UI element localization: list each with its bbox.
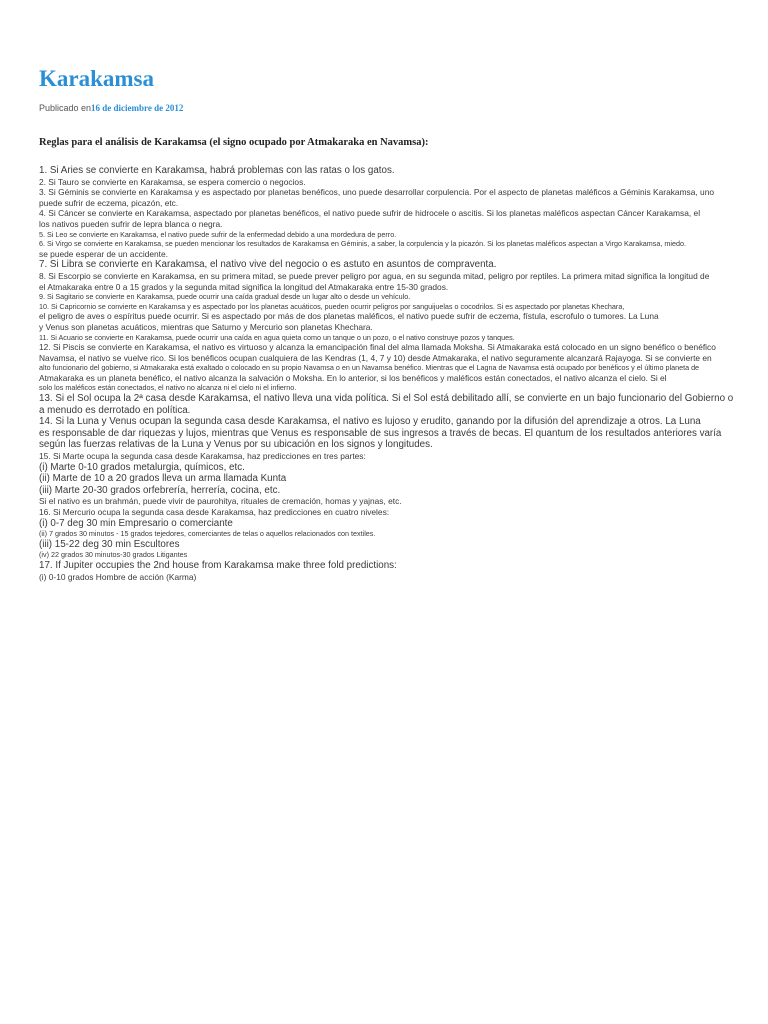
body-line: (ii) 7 grados 30 minutos - 15 grados tejedores, comerciantes de telas o aquellos relacionados con textiles. (39, 529, 376, 539)
body-line: 6. Si Virgo se convierte en Karakamsa, se pueden mencionar los resultados de Karakamsa en Géminis, a saber, la corpulencia y la picazón. Si los planetas maléficos aspectan a Virgo Karakamsa, miedo. (39, 239, 686, 249)
body-line: Atmakaraka es un planeta benéfico, el nativo alcanza la salvación o Moksha. En lo anterior, si los benéficos y maléficos están conectados, el nativo alcanza el cielo. Si el (39, 372, 667, 383)
body-line: Si el nativo es un brahmán, puede vivir de paurohitya, rituales de cremación, homas y yajnas, etc. (39, 496, 402, 507)
post-body (39, 165, 739, 582)
body-line: 4. Si Cáncer se convierte en Karakamsa, aspectado por planetas benéficos, el nativo puede sufrir de hidrocele o ascitis. Si los planetas maléficos aspectan Cáncer Karakamsa, el (39, 208, 701, 219)
body-line: el Atmakaraka entre 0 a 15 grados y la segunda mitad significa la longitud del Atmakaraka entre 15-30 grados. (39, 281, 449, 292)
body-line: se puede esperar de un accidente. (39, 248, 168, 259)
body-line: (i) 0-10 grados Hombre de acción (Karma) (39, 571, 197, 582)
body-line: 17. If Jupiter occupies the 2nd house from Karakamsa make three fold predictions: (39, 559, 397, 571)
body-line: 15. Si Marte ocupa la segunda casa desde Karakamsa, haz predicciones en tres partes: (39, 451, 366, 462)
body-line: 5. Si Leo se convierte en Karakamsa, el nativo puede sufrir de la enfermedad debido a una mordedura de perro. (39, 229, 397, 239)
body-line: (iii) 15-22 deg 30 min Escultores (39, 538, 180, 550)
body-line: (ii) Marte de 10 a 20 grados lleva un arma llamada Kunta (39, 473, 287, 485)
body-line: a menudo es derrotado en política. (39, 404, 191, 416)
body-line: 10. Si Capricornio se convierte en Karakamsa y es aspectado por los planetas acuáticos, pueden ocurrir peligros por sanguijuelas o cocodrilos. Si es aspectado por planetas Khechara, (39, 301, 625, 311)
body-line: 9. Si Sagitario se convierte en Karakamsa, puede ocurrir una caída gradual desde un lugar alto o desde un vehículo. (39, 292, 411, 302)
body-line: puede sufrir de eczema, picazón, etc. (39, 197, 179, 208)
body-line: 3. Si Géminis se convierte en Karakamsa y es aspectado por planetas benéficos, uno puede desarrollar corpulencia. Por el aspecto de planetas maléficos a Géminis Karakamsa, uno (39, 187, 715, 198)
body-line: solo los maléficos están conectados, el nativo no alcanza ni el cielo ni el infierno. (39, 383, 297, 393)
body-line: 13. Si el Sol ocupa la 2ª casa desde Karakamsa, el nativo lleva una vida política. Si el Sol está debilitado allí, se convierte en un bajo funcionario del Gobierno o (39, 393, 734, 405)
body-line: (iii) Marte 20-30 grados orfebrería, herrería, cocina, etc. (39, 484, 281, 496)
body-line: 8. Si Escorpio se convierte en Karakamsa, en su primera mitad, se puede prever peligro por agua, en su segunda mitad, peligro por reptiles. La primera mitad significa la longitud de (39, 270, 710, 281)
published-label: Publicado en (39, 103, 92, 113)
body-line: alto funcionario del gobierno, si Atmakaraka está exaltado o colocado en su propio Navamsa o en un Navamsa benéfico. Mientras que el Lagna de Navamsa está ocupado por benéficos y el último planeta de (39, 363, 700, 373)
body-line: y Venus son planetas acuáticos, mientras que Saturno y Mercurio son planetas Khechara. (39, 321, 373, 332)
body-line: 11. Si Acuario se convierte en Karakamsa, puede ocurrir una caída en agua quieta como un tanque o un pozo, o el nativo construye pozos y tanques. (39, 332, 515, 342)
published-date-link[interactable]: 16 de diciembre de 2012 (91, 103, 184, 113)
post-subtitle: Reglas para el análisis de Karakamsa (el signo ocupado por Atmakaraka en Navamsa): (39, 137, 429, 148)
body-line: es responsable de dar riquezas y lujos, mientras que Venus es responsable de sus ingresos a través de becas. El quantum de los resultados anteriores varía (39, 427, 722, 439)
body-line: 12. Si Piscis se convierte en Karakamsa, el nativo es virtuoso y alcanza la emancipación final del alma llamada Moksha. Si Atmakaraka está colocado en un signo benéfico o benéfico (39, 342, 716, 353)
body-line: Navamsa, el nativo se vuelve rico. Si los benéficos ocupan cualquiera de las Kendras (1, 4, 7 y 10) desde Atmakaraka, el nativo seguramente alcanzará Rajayoga. Si se convierte en (39, 352, 712, 363)
body-line: (iv) 22 grados 30 minutos-30 grados Litigantes (39, 550, 188, 560)
post-meta (39, 103, 183, 113)
body-line: 14. Si la Luna y Venus ocupan la segunda casa desde Karakamsa, el nativo es lujoso y erudito, ganando por la difusión del aprendizaje a otros. La Luna (39, 416, 701, 428)
post-title[interactable]: Karakamsa (39, 66, 154, 91)
body-line: 1. Si Aries se convierte en Karakamsa, habrá problemas con las ratas o los gatos. (39, 165, 395, 176)
body-line: según las fuerzas relativas de la Luna y Venus por su ubicación en los signos y longitudes. (39, 439, 433, 451)
body-line: el peligro de aves o espíritus puede ocurrir. Si es aspectado por más de dos planetas maléficos, el nativo puede sufrir de eczema, fístula, escrofulo o tumores. La Luna (39, 311, 659, 322)
body-line: 7. Si Libra se convierte en Karakamsa, el nativo vive del negocio o es astuto en asuntos de compraventa. (39, 259, 497, 271)
body-line: los nativos pueden sufrir de lepra blanca o negra. (39, 218, 223, 229)
body-line: 2. Si Tauro se convierte en Karakamsa, se espera comercio o negocios. (39, 176, 306, 187)
body-line: (i) 0-7 deg 30 min Empresario o comerciante (39, 517, 233, 529)
body-line: 16. Si Mercurio ocupa la segunda casa desde Karakamsa, haz predicciones en cuatro niveles: (39, 507, 390, 517)
body-line: (i) Marte 0-10 grados metalurgia, químicos, etc. (39, 461, 245, 473)
